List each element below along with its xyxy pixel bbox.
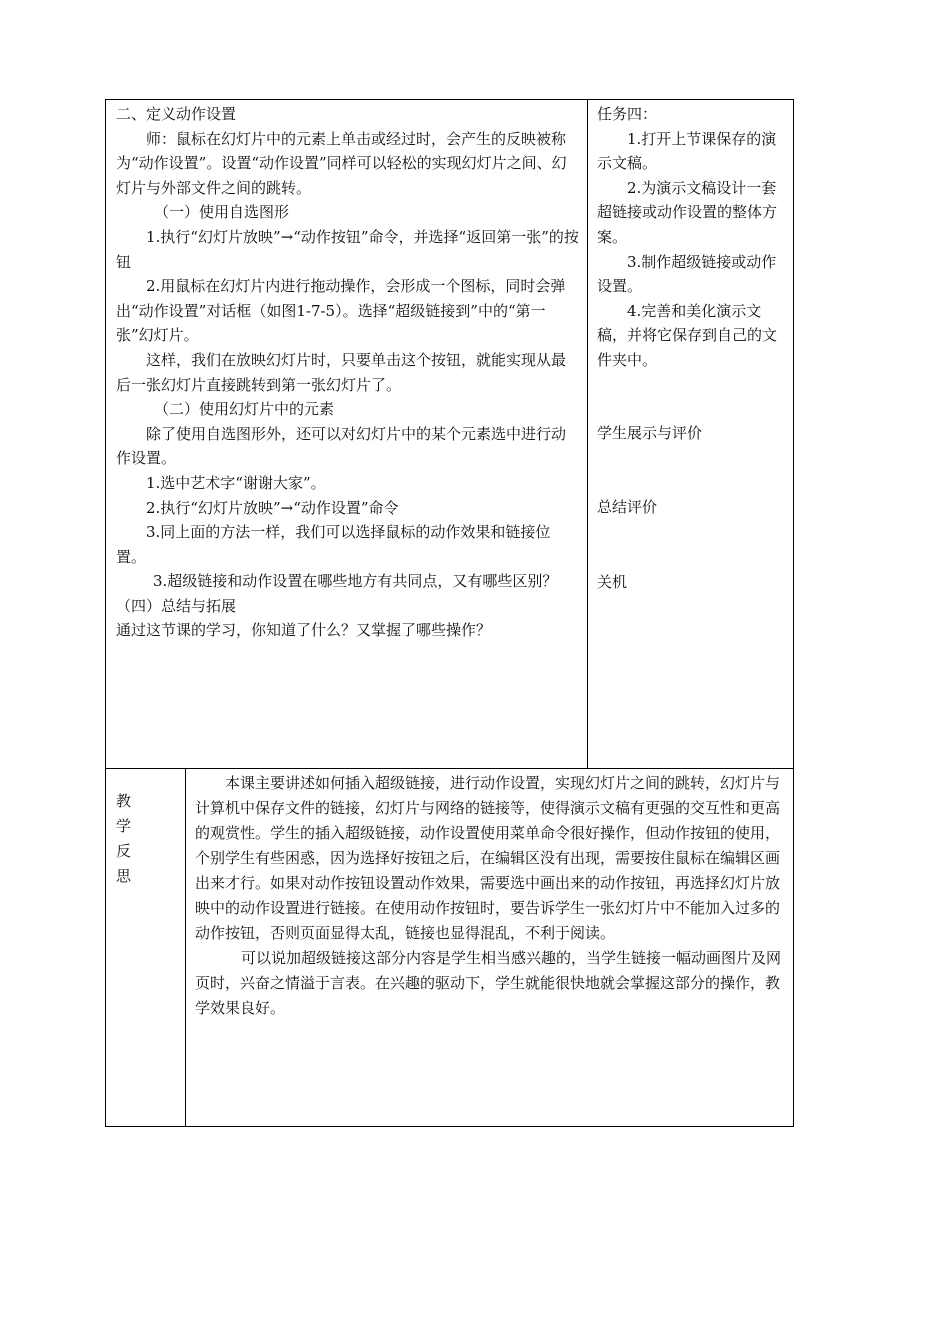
task-item-3: 3.制作超级链接或动作设置。 (597, 252, 777, 296)
task-title: 任务四： (597, 105, 658, 123)
activity-row (106, 100, 793, 769)
subsection-heading-4: （四）总结与拓展 (116, 596, 237, 615)
student-activity-cell (588, 100, 793, 768)
explanation-paragraph: 这样，我们在放映幻灯片时，只要单击这个按钮，就能实现从最后一张幻灯片直接跳转到第一张幻灯片了。 (116, 350, 567, 394)
shutdown-step: 关机 (597, 572, 628, 591)
element-paragraph: 除了使用自选图形外，还可以对幻灯片中的某个元素选中进行动作设置。 (116, 424, 567, 468)
reflection-content (186, 769, 793, 1126)
reflection-paragraph-1: 本课主要讲述如何插入超级链接，进行动作设置，实现幻灯片之间的跳转，幻灯片与计算机中保存文件的链接，幻灯片与网络的链接等，使得演示文稿有更强的交互性和更高的观赏性。学生的插入超级链接，动作设置使用菜单命令很好操作，但动作按钮的使用，个别学生有些困惑，因为选择好按钮之后，在编辑区没有出现，需要按住鼠标在编辑区画出来才行。如果对动作按钮设置动作效果，需要选中画出来的动作按钮，再选择幻灯片放映中的动作设置进行链接。在使用动作按钮时，要告诉学生一张幻灯片中不能加入过多的动作按钮，否则页面显得太乱，链接也显得混乱，不利于阅读。 (195, 774, 781, 942)
reflection-paragraph-2: 可以说加超级链接这部分内容是学生相当感兴趣的，当学生链接一幅动画图片及网页时，兴奋之情溢于言表。在兴趣的驱动下，学生就能很快地就会掌握这部分的操作，教学效果良好。 (195, 949, 782, 1017)
step-2-3: 3.同上面的方法一样，我们可以选择鼠标的动作效果和链接位置。 (116, 523, 551, 566)
task-item-2: 2.为演示文稿设计一套超链接或动作设置的整体方案。 (597, 178, 778, 246)
step-2-1: 1.选中艺术字“谢谢大家”。 (146, 473, 326, 492)
step-2-2: 2.执行“幻灯片放映”→“动作设置”命令 (146, 498, 399, 517)
task-item-4: 4.完善和美化演示文稿，并将它保存到自己的文件夹中。 (597, 301, 778, 369)
section-heading: 二、定义动作设置 (116, 105, 237, 123)
spacer (597, 520, 787, 570)
reflection-label-char: 学 (116, 817, 132, 835)
intro-paragraph: 师：鼠标在幻灯片中的元素上单击或经过时，会产生的反映被称为“动作设置”。设置“动作设置”同样可以轻松的实现幻灯片之间、幻灯片与外部文件之间的跳转。 (116, 129, 567, 197)
spacer (597, 373, 787, 421)
step-1-1: 1.执行“幻灯片放映”→“动作按钮”命令，并选择“返回第一张”的按钮 (116, 227, 579, 271)
reflection-label (106, 769, 186, 1126)
subsection-heading-2: （二）使用幻灯片中的元素 (154, 400, 335, 419)
reflection-label-char: 教 (116, 792, 132, 810)
student-show-evaluation: 学生展示与评价 (597, 423, 703, 442)
summary-question: 通过这节课的学习，你知道了什么？又掌握了哪些操作？ (116, 621, 492, 640)
spacer (597, 445, 787, 495)
summary-evaluation: 总结评价 (597, 498, 658, 517)
subsection-heading-1: （一）使用自选图形 (154, 203, 290, 222)
reflection-label-char: 反 (116, 842, 132, 860)
reflection-row (106, 769, 793, 1126)
step-1-2: 2.用鼠标在幻灯片内进行拖动操作，会形成一个图标，同时会弹出“动作设置”对话框（如图1-7-5）。选择“超级链接到”中的“第一张”幻灯片。 (116, 277, 566, 345)
teaching-content-cell (106, 100, 588, 768)
discussion-question: 3.超级链接和动作设置在哪些地方有共同点，又有哪些区别？ (153, 572, 558, 591)
task-item-1: 1.打开上节课保存的演示文稿。 (597, 129, 777, 173)
lesson-plan-table (105, 99, 794, 1127)
reflection-label-char: 思 (116, 867, 132, 885)
